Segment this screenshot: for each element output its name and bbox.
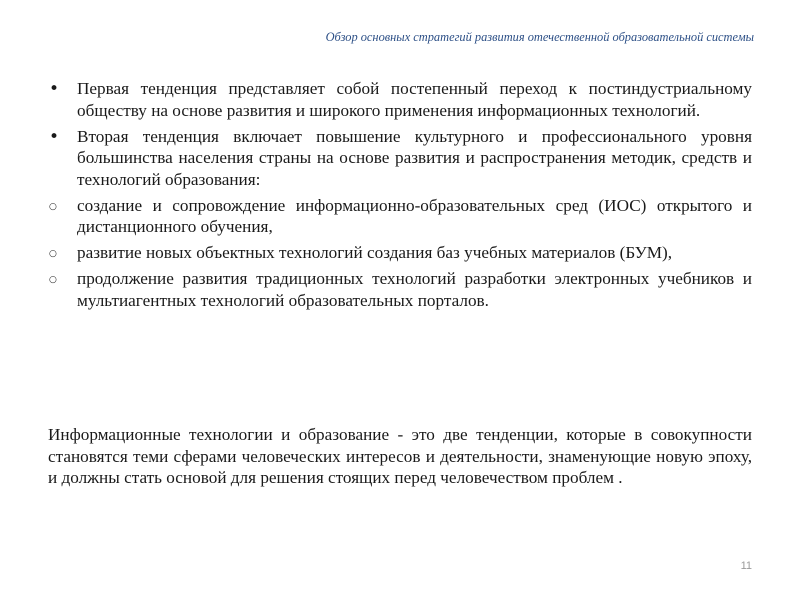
bullet-item (48, 78, 752, 121)
bullet-text: создание и сопровождение информационно-образовательных сред (ИОС) открытого и дистанционного обучения, (77, 195, 752, 236)
bullet-item (48, 195, 752, 238)
bullet-circle-icon (49, 242, 69, 268)
bullet-dot-icon (49, 126, 69, 149)
bullet-item (48, 268, 752, 311)
bullet-circle-icon (49, 195, 69, 221)
bullet-text: развитие новых объектных технологий создания баз учебных материалов (БУМ), (77, 243, 673, 262)
slide-header-title: Обзор основных стратегий развития отечественной образовательной системы (325, 30, 754, 44)
bullet-item (48, 242, 752, 264)
bullet-dot-icon (49, 78, 69, 101)
conclusion-paragraph: Информационные технологии и образование - это две тенденции, которые в совокупности становятся теми сферами человеческих интересов и деятельности, знаменующие новую эпоху, и должны стать основой для решения стоящих перед человечеством проблем . (48, 425, 752, 487)
bullet-text: Вторая тенденция включает повышение культурного и профессионального уровня большинства населения страны на основе развития и распространения методик, средств и технологий образования: (77, 126, 752, 189)
page-number: 11 (740, 560, 752, 572)
bullet-text: Первая тенденция представляет собой постепенный переход к постиндустриальному обществу на основе развития и широкого применения информационных технологий. (77, 79, 752, 120)
bullet-item (48, 126, 752, 191)
bullet-circle-icon (49, 268, 69, 294)
bullet-text: продолжение развития традиционных технологий разработки электронных учебников и мультиагентных технологий образовательных порталов. (77, 269, 752, 310)
bullet-list (48, 78, 752, 316)
